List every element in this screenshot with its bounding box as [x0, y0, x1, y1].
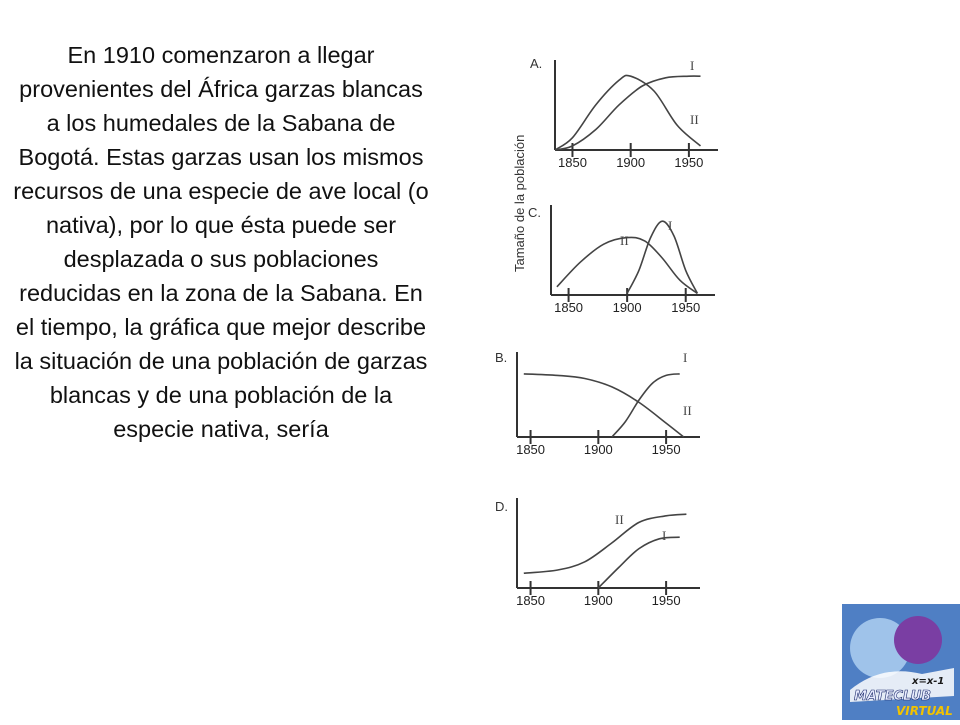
x-tick-label-c-1850: 1850 — [554, 300, 584, 315]
matematica-virtual-logo — [842, 604, 960, 720]
series-label-c-i: I — [668, 218, 673, 233]
series-line-c-i — [627, 221, 697, 293]
logo-graphic — [842, 604, 960, 720]
series-label-d-ii: II — [615, 512, 624, 527]
chart-panel-a — [530, 56, 718, 170]
series-label-b-ii: II — [683, 403, 692, 418]
logo-text-top: MATECLUB — [854, 689, 932, 704]
x-tick-label-b-1900: 1900 — [583, 442, 613, 457]
series-line-a-ii — [555, 76, 701, 150]
x-tick-label-b-1850: 1850 — [516, 442, 546, 457]
logo-text-bottom: VIRTUAL — [896, 704, 953, 718]
x-tick-label-a-1850: 1850 — [558, 155, 587, 170]
series-label-a-i: I — [690, 58, 695, 73]
series-line-b-ii — [524, 374, 684, 437]
panel-label-b: B. — [495, 350, 508, 365]
y-axis-label: Tamaño de la población — [512, 134, 527, 272]
panel-label-a: A. — [530, 56, 543, 71]
x-tick-label-d-1900: 1900 — [583, 593, 613, 608]
series-line-a-i — [555, 75, 701, 150]
x-tick-label-a-1950: 1950 — [674, 155, 704, 170]
x-tick-label-c-1900: 1900 — [612, 300, 642, 315]
series-label-c-ii: II — [620, 233, 629, 248]
panel-label-c: C. — [528, 205, 541, 220]
series-line-c-ii — [557, 237, 698, 293]
chart-panel-d — [495, 498, 700, 608]
logo-formula: x=x-1 — [912, 676, 945, 687]
series-label-b-i: I — [683, 350, 688, 365]
series-line-d-ii — [524, 514, 687, 573]
x-tick-label-d-1850: 1850 — [516, 593, 546, 608]
chart-panel-b — [495, 350, 700, 457]
series-label-a-ii: II — [690, 112, 699, 127]
series-line-d-i — [598, 537, 679, 588]
x-tick-label-a-1900: 1900 — [616, 155, 646, 170]
chart-panel-c — [528, 205, 715, 315]
x-tick-label-d-1950: 1950 — [651, 593, 681, 608]
question-text: En 1910 comenzaron a llegar provenientes del África garzas blancas a los humedales de la Sabana de Bogotá. Estas garzas usan los mismos recursos de una especie de ave local (o nativa), por lo que ésta puede ser desplazada o sus poblaciones reducidas en la zona de la Sabana. En el tiempo, la gráfica que mejor describe la situación de una población de garzas blancas y de una población de la especie nativa, sería — [13, 42, 429, 442]
x-tick-label-b-1950: 1950 — [651, 442, 681, 457]
x-tick-label-c-1950: 1950 — [671, 300, 701, 315]
panel-label-d: D. — [495, 499, 508, 514]
series-line-b-i — [612, 374, 680, 437]
chart-panels — [495, 56, 718, 608]
series-label-d-i: I — [662, 528, 667, 543]
